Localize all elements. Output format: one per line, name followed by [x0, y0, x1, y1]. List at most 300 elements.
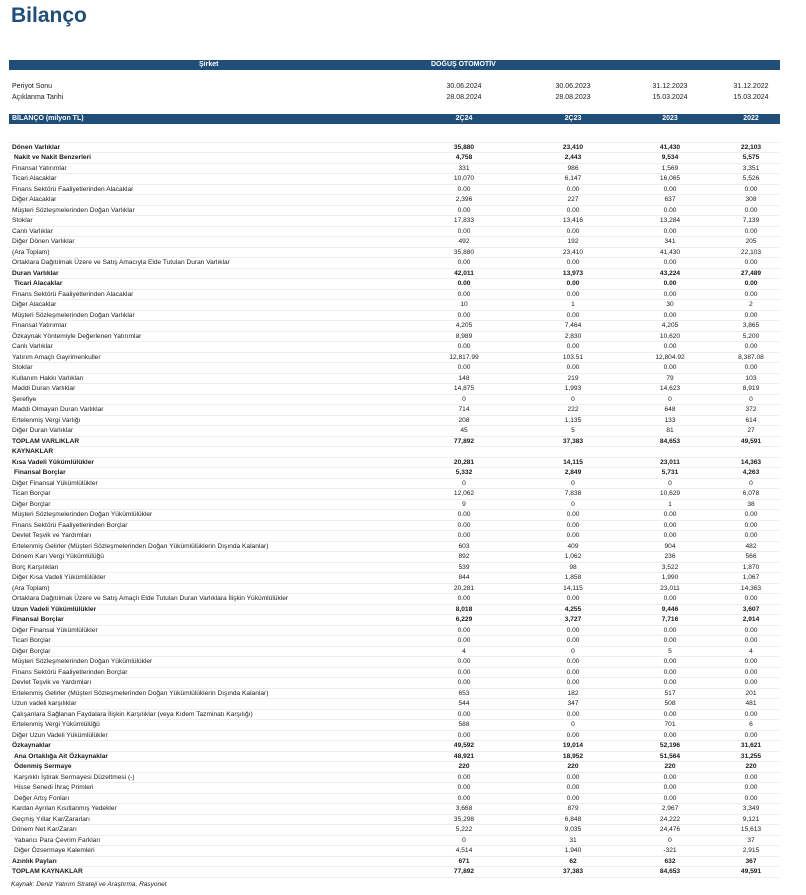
- row-value: 1: [668, 500, 672, 508]
- table-row: [9, 405, 780, 416]
- row-value: 508: [664, 700, 676, 707]
- row-value: 31: [569, 836, 577, 844]
- row-value: 0.00: [744, 679, 758, 686]
- row-value: 0.00: [663, 710, 677, 718]
- announce-value: 15.03.2024: [733, 94, 769, 101]
- row-value: 4,758: [455, 154, 473, 161]
- row-value: 0.00: [457, 658, 471, 665]
- row-value: 7,464: [564, 322, 582, 329]
- table-row: [9, 185, 780, 196]
- row-value: 0.00: [457, 185, 471, 193]
- row-value: 12,804.92: [655, 353, 685, 361]
- table-row: [9, 269, 780, 280]
- row-value: 77,892: [453, 868, 475, 875]
- row-value: 0.00: [457, 668, 471, 676]
- announce-label: Açıklanma Tarihi: [12, 94, 64, 101]
- row-value: 0.00: [457, 364, 471, 371]
- row-label: Duran Varlıklar: [12, 269, 59, 277]
- table-row: [9, 867, 780, 878]
- period-value: 31.12.2022: [733, 83, 769, 90]
- row-label: (Ara Toplam): [12, 584, 50, 592]
- row-value: 6,078: [742, 490, 760, 497]
- row-value: 0.00: [566, 637, 580, 644]
- row-value: 0: [571, 721, 575, 728]
- row-label: Maddi Olmayan Duran Varlıklar: [12, 406, 104, 413]
- row-label: Ticari Borçlar: [12, 490, 51, 497]
- row-value: 0.00: [457, 227, 471, 235]
- row-value: 0.00: [457, 731, 471, 739]
- row-value: 0.00: [744, 773, 758, 781]
- row-value: 0.00: [744, 731, 758, 739]
- row-value: 31,621: [740, 742, 762, 749]
- row-value: 372: [745, 406, 757, 413]
- row-label: Şerefiye: [12, 395, 37, 403]
- table-row: [9, 174, 780, 185]
- row-value: 14,363: [740, 458, 762, 466]
- row-value: 79: [666, 374, 674, 382]
- row-label: Karşılıklı İştirak Sermayesi Düzeltmesi (-): [14, 773, 135, 781]
- row-label: Diğer Uzun Vadeli Yükümlülükler: [12, 731, 108, 739]
- row-value: 347: [567, 700, 579, 707]
- table-row: [9, 143, 780, 154]
- row-value: 182: [567, 689, 579, 697]
- row-value: 7,716: [661, 616, 679, 623]
- row-value: 0.00: [744, 290, 758, 298]
- row-value: 0.00: [457, 773, 471, 781]
- period-value: 31.12.2023: [652, 83, 688, 90]
- announce-row: [9, 93, 780, 103]
- row-value: 0.00: [663, 343, 677, 350]
- row-value: 0.00: [744, 668, 758, 676]
- table-row: [9, 542, 780, 553]
- row-value: 14,115: [563, 458, 583, 466]
- row-value: 5,575: [742, 154, 760, 161]
- row-value: 671: [458, 857, 470, 865]
- row-value: 14,363: [740, 584, 762, 592]
- row-value: 0.00: [663, 532, 677, 539]
- row-value: 8,989: [455, 332, 473, 340]
- row-value: 481: [745, 700, 757, 707]
- table-row: [9, 825, 780, 836]
- row-value: 0.00: [663, 773, 677, 781]
- row-value: 0.00: [663, 731, 677, 739]
- table-row: [9, 573, 780, 584]
- table-row: [9, 206, 780, 217]
- row-value: 517: [664, 689, 676, 697]
- row-value: 2,830: [564, 332, 582, 340]
- table-row: [9, 846, 780, 857]
- row-label: Ödenmiş Sermaye: [14, 763, 72, 770]
- row-value: 10,070: [453, 175, 475, 182]
- row-value: 51,564: [659, 752, 681, 760]
- table-row: [9, 416, 780, 427]
- table-row: [9, 195, 780, 206]
- row-value: 0.00: [457, 259, 471, 266]
- row-value: 0.00: [457, 679, 471, 686]
- row-value: 8,919: [742, 385, 760, 392]
- row-value: 0.00: [744, 185, 758, 193]
- row-label: Çalışanlara Sağlanan Faydalara İlişkin Karşılıklar (veya Kıdem Tazminatı Karşılığı): [12, 710, 253, 718]
- row-label: Stoklar: [12, 364, 33, 371]
- row-label: Canlı Varlıklar: [12, 343, 53, 350]
- row-value: 4,514: [455, 847, 473, 854]
- row-value: 2,914: [742, 616, 760, 623]
- row-value: 492: [458, 238, 470, 245]
- row-value: 19,014: [562, 742, 584, 749]
- row-value: 0.00: [566, 710, 580, 718]
- row-label: Stoklar: [12, 217, 33, 224]
- row-label: Hisse Senedi İhraç Primleri: [14, 784, 94, 791]
- row-value: 20,281: [453, 458, 475, 466]
- row-value: 1,858: [564, 574, 582, 581]
- row-value: 4,205: [661, 322, 679, 329]
- announce-value: 15.03.2024: [652, 94, 688, 101]
- row-value: 14,623: [659, 385, 681, 392]
- table-row: [9, 594, 780, 605]
- row-label: Diğer Özsermaye Kalemleri: [14, 847, 95, 854]
- row-value: 205: [745, 238, 757, 245]
- row-value: 2,967: [661, 805, 679, 812]
- row-label: Kullanım Hakkı Varlıkları: [12, 374, 84, 382]
- row-label: Ticari Borçlar: [12, 637, 51, 644]
- period-value: 30.06.2024: [446, 83, 482, 90]
- row-value: 23,410: [562, 248, 584, 256]
- row-value: 482: [745, 542, 757, 550]
- row-label: Diğer Kısa Vadeli Yükümlülükler: [12, 574, 106, 581]
- row-value: 49,591: [740, 437, 762, 445]
- row-value: 192: [567, 238, 579, 245]
- row-value: 2,443: [564, 154, 582, 161]
- row-value: 16,065: [659, 175, 681, 182]
- row-value: 3,522: [661, 563, 679, 571]
- table-row: [9, 741, 780, 752]
- table-row: [9, 731, 780, 742]
- row-value: 27,489: [740, 269, 762, 277]
- row-value: 30: [666, 301, 674, 308]
- row-value: 37: [747, 836, 755, 844]
- row-value: 0.00: [566, 206, 580, 214]
- row-value: 13,973: [562, 269, 584, 277]
- row-value: 0.00: [744, 710, 758, 718]
- row-value: 5,200: [742, 332, 760, 340]
- table-row: [9, 699, 780, 710]
- row-value: 2,849: [564, 469, 582, 476]
- row-value: 201: [745, 689, 757, 697]
- row-label: Azınlık Payları: [12, 857, 57, 865]
- announce-value: 28.08.2023: [555, 94, 591, 101]
- row-value: 84,653: [659, 437, 681, 445]
- row-value: 4: [749, 647, 753, 655]
- row-value: 0.00: [744, 784, 758, 791]
- row-value: 1: [571, 301, 575, 308]
- row-value: 0: [462, 395, 466, 403]
- row-label: Yabancı Para Çevrim Farkları: [14, 836, 101, 844]
- row-label: Finansal Yatırımlar: [12, 322, 67, 329]
- row-value: 0.00: [566, 773, 580, 781]
- row-value: 4: [462, 647, 466, 655]
- row-value: 648: [664, 406, 676, 413]
- row-value: 653: [458, 689, 470, 697]
- row-label: Ertelenmiş Vergi Varlığı: [12, 416, 81, 424]
- row-value: 23,011: [660, 458, 680, 466]
- row-label: Diğer Borçlar: [12, 647, 51, 655]
- row-value: 0.00: [744, 794, 758, 802]
- row-value: 0.00: [744, 311, 758, 319]
- row-value: 0: [462, 479, 466, 487]
- row-value: 0.00: [663, 259, 677, 266]
- row-value: 12,062: [453, 490, 475, 497]
- table-row: [9, 321, 780, 332]
- row-label: Devlet Teşvik ve Yardımları: [12, 532, 92, 539]
- row-value: -321: [663, 847, 677, 854]
- source-note: Kaynak: Deniz Yatırım Strateji ve Araştırma, Rasyonet: [11, 881, 167, 888]
- table-row: [9, 248, 780, 259]
- table-row: [9, 489, 780, 500]
- row-label: Ertelenmiş Gelirler (Müşteri Sözleşmelerinden Doğan Yükümlülüklerin Dışında Kalanlar): [12, 542, 269, 550]
- row-value: 0.00: [457, 521, 471, 529]
- table-row: [9, 552, 780, 563]
- row-value: 14,875: [453, 385, 475, 392]
- row-value: 220: [745, 763, 757, 770]
- row-value: 0.00: [566, 731, 580, 739]
- row-value: 0.00: [744, 521, 758, 529]
- row-value: 2,915: [742, 847, 760, 854]
- row-label: Geçmiş Yıllar Kar/Zararları: [12, 815, 90, 823]
- row-value: 0.00: [744, 511, 758, 518]
- row-value: 0.00: [566, 290, 580, 298]
- period-row: [9, 82, 780, 92]
- row-value: 0.00: [457, 311, 471, 319]
- row-value: 0.00: [663, 206, 677, 214]
- table-row: [9, 342, 780, 353]
- row-value: 0.00: [566, 521, 580, 529]
- row-value: 35,880: [453, 248, 475, 256]
- row-value: 5: [668, 647, 672, 655]
- row-value: 14,115: [563, 584, 583, 592]
- table-row: [9, 836, 780, 847]
- row-label: Diğer Finansal Yükümlülükler: [12, 626, 98, 634]
- row-value: 1,990: [661, 574, 679, 581]
- row-value: 0: [571, 647, 575, 655]
- period-label: Periyot Sonu: [12, 83, 53, 90]
- row-value: 3,727: [564, 616, 582, 623]
- row-value: 13,284: [659, 217, 681, 224]
- row-value: 5,526: [742, 175, 760, 182]
- row-value: 0.00: [457, 595, 471, 602]
- row-label: Devlet Teşvik ve Yardımları: [12, 679, 92, 686]
- page-title: Bilanço: [11, 4, 87, 27]
- row-value: 0.00: [744, 343, 758, 350]
- table-row: [9, 521, 780, 532]
- row-label: Nakit ve Nakit Benzerleri: [14, 154, 91, 161]
- table-row: [9, 447, 780, 458]
- table-row: [9, 500, 780, 511]
- row-label: Finans Sektörü Faaliyetlerinden Borçlar: [12, 668, 128, 676]
- row-value: 331: [458, 164, 470, 172]
- row-label: Finans Sektörü Faaliyetlerinden Alacaklar: [12, 290, 134, 298]
- row-value: 637: [664, 196, 676, 203]
- row-value: 367: [745, 857, 757, 865]
- row-label: Değer Artış Fonları: [14, 794, 70, 802]
- row-value: 0.00: [457, 626, 471, 634]
- row-value: 0.00: [663, 227, 677, 235]
- row-value: 0.00: [566, 280, 580, 287]
- table-row: [9, 374, 780, 385]
- table-row: [9, 605, 780, 616]
- row-value: 0.00: [566, 511, 580, 518]
- row-value: 539: [458, 563, 470, 571]
- row-value: 614: [745, 416, 757, 424]
- row-value: 603: [458, 542, 470, 550]
- row-label: Müşteri Sözleşmelerinden Doğan Varlıklar: [12, 311, 135, 319]
- row-label: Müşteri Sözleşmelerinden Doğan Yükümlülükler: [12, 511, 153, 518]
- row-value: 49,591: [740, 868, 762, 875]
- row-value: 236: [664, 553, 676, 560]
- table-row: [9, 615, 780, 626]
- row-label: Ana Ortaklığa Ait Özkaynaklar: [14, 752, 108, 760]
- row-value: 1,993: [564, 385, 582, 392]
- row-label: Ertelenmiş Vergi Yükümlülüğü: [12, 721, 100, 728]
- row-value: 62: [569, 857, 577, 865]
- row-value: 0.00: [566, 784, 580, 791]
- row-value: 20,281: [453, 584, 475, 592]
- row-label: Dönem Net Kar/Zararı: [12, 826, 77, 833]
- table-row: [9, 300, 780, 311]
- row-value: 6: [749, 721, 753, 728]
- row-value: 0.00: [663, 511, 677, 518]
- table-row: [9, 857, 780, 868]
- row-value: 0.00: [744, 595, 758, 602]
- table-row: [9, 237, 780, 248]
- row-value: 0.00: [663, 784, 677, 791]
- table-row: [9, 815, 780, 826]
- table-row: [9, 311, 780, 322]
- table-row: [9, 132, 780, 143]
- row-value: 844: [458, 574, 470, 581]
- row-value: 566: [745, 553, 757, 560]
- row-label: Ortaklara Dağıtılmak Üzere ve Satış Amacıyla Elde Tutulan Duran Varlıklar: [12, 259, 230, 266]
- row-value: 0.00: [663, 364, 677, 371]
- table-row: [9, 678, 780, 689]
- row-value: 5,731: [661, 469, 679, 476]
- row-label: Ticari Alacaklar: [12, 175, 57, 182]
- row-value: 22,103: [740, 143, 762, 151]
- row-label: Diğer Duran Varlıklar: [12, 427, 74, 434]
- row-value: 9,121: [742, 815, 760, 823]
- row-label: Diğer Finansal Yükümlülükler: [12, 479, 98, 487]
- table-row: [9, 426, 780, 437]
- row-value: 0: [571, 395, 575, 403]
- row-value: 0.00: [663, 185, 677, 193]
- row-value: 24,222: [659, 815, 681, 823]
- row-value: 0: [462, 836, 466, 844]
- row-label: Diğer Borçlar: [12, 500, 51, 508]
- row-value: 0.00: [457, 532, 471, 539]
- row-value: 892: [458, 553, 470, 560]
- row-value: 220: [664, 763, 676, 770]
- row-value: 0.00: [566, 227, 580, 235]
- row-value: 1,062: [564, 553, 582, 560]
- row-value: 308: [745, 196, 757, 203]
- row-value: 0.00: [566, 185, 580, 193]
- row-value: 0.00: [663, 626, 677, 634]
- row-label: Ortaklara Dağıtılmak Üzere ve Satış Amaçlı Elde Tutulan Duran Varlıklara İlişkin Yükümlülükler: [12, 595, 289, 602]
- row-value: 0.00: [663, 290, 677, 298]
- row-value: 1,940: [564, 847, 582, 854]
- row-label: Kardan Ayrılan Kısıtlanmış Yedekler: [12, 805, 117, 812]
- row-label: Finansal Borçlar: [14, 469, 66, 476]
- row-label: Finans Sektörü Faaliyetlerinden Alacaklar: [12, 185, 134, 193]
- row-value: 879: [567, 805, 579, 812]
- row-value: 3,349: [742, 805, 760, 812]
- row-label: Müşteri Sözleşmelerinden Doğan Yükümlülükler: [12, 658, 153, 665]
- row-value: 3,351: [742, 164, 760, 172]
- row-value: 13,416: [562, 217, 584, 224]
- row-value: 0.00: [663, 658, 677, 665]
- row-value: 0.00: [566, 668, 580, 676]
- balance-header: [9, 114, 780, 124]
- row-value: 0: [571, 500, 575, 508]
- row-value: 0.00: [457, 343, 471, 350]
- row-value: 17,833: [453, 217, 475, 224]
- table-row: [9, 153, 780, 164]
- balance-header-label: BİLANÇO (milyon TL): [12, 115, 84, 122]
- row-value: 37,383: [562, 437, 584, 445]
- row-value: 0.00: [457, 290, 471, 298]
- row-value: 0.00: [663, 637, 677, 644]
- row-value: 24,476: [659, 826, 681, 833]
- row-value: 84,653: [659, 868, 681, 875]
- row-label: KAYNAKLAR: [12, 448, 54, 455]
- row-value: 544: [458, 700, 470, 707]
- row-label: Yatırım Amaçlı Gayrimenkuller: [12, 353, 101, 361]
- row-value: 49,592: [453, 742, 475, 749]
- row-label: Dönen Varlıklar: [12, 143, 61, 151]
- row-value: 0.00: [566, 658, 580, 665]
- row-value: 222: [567, 406, 579, 413]
- row-value: 103: [745, 374, 757, 382]
- row-value: 77,892: [453, 437, 475, 445]
- table-row: [9, 626, 780, 637]
- row-value: 133: [664, 416, 676, 424]
- row-value: 10: [460, 301, 468, 308]
- row-label: (Ara Toplam): [12, 248, 50, 256]
- row-value: 52,196: [659, 742, 681, 749]
- table-row: [9, 773, 780, 784]
- row-label: Müşteri Sözleşmelerinden Doğan Varlıklar: [12, 206, 135, 214]
- row-value: 0: [668, 479, 672, 487]
- row-value: 3,668: [455, 805, 473, 812]
- row-value: 701: [664, 721, 676, 728]
- table-row: [9, 458, 780, 469]
- table-row: [9, 710, 780, 721]
- row-value: 35,880: [453, 143, 475, 151]
- row-label: Diğer Dönen Varlıklar: [12, 238, 75, 245]
- row-value: 9,446: [661, 605, 679, 613]
- row-value: 37,383: [562, 868, 584, 875]
- row-value: 2,396: [455, 196, 473, 203]
- table-row: [9, 689, 780, 700]
- row-value: 1,135: [564, 416, 582, 424]
- row-value: 0.00: [566, 343, 580, 350]
- row-value: 9: [462, 500, 466, 508]
- row-label: Canlı Varlıklar: [12, 227, 53, 235]
- row-value: 904: [664, 542, 676, 550]
- table-row: [9, 384, 780, 395]
- row-value: 0.00: [744, 227, 758, 235]
- company-name: DOĞUŞ OTOMOTİV: [431, 61, 496, 68]
- row-value: 341: [664, 238, 676, 245]
